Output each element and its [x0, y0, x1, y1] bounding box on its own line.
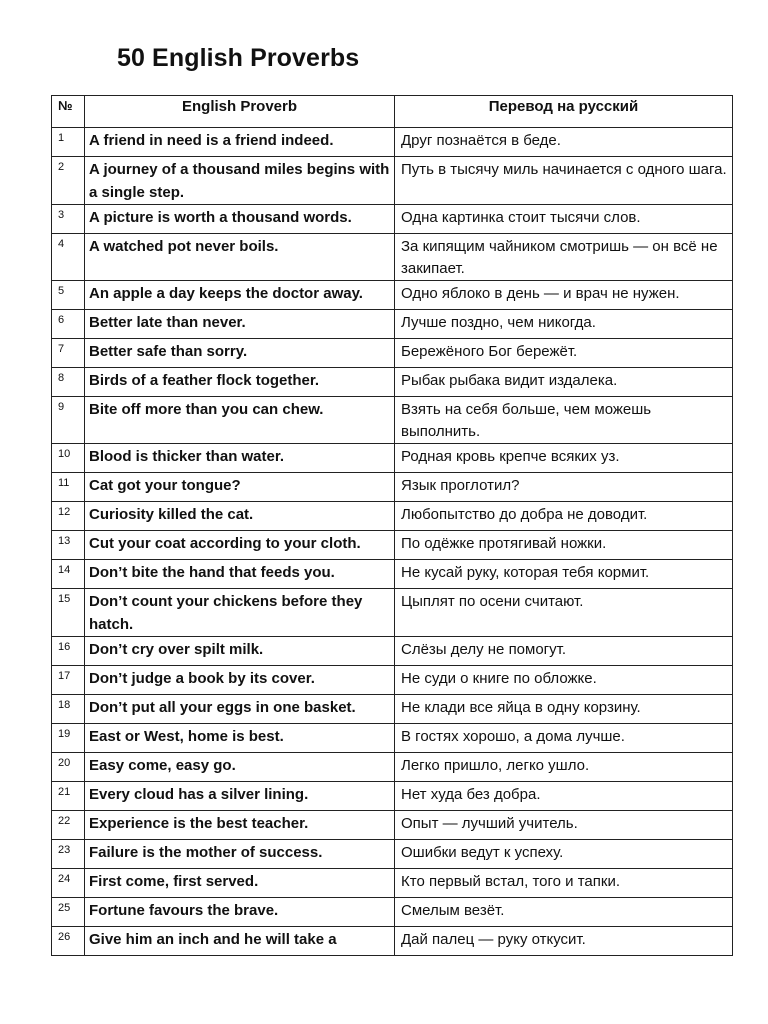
english-proverb: [85, 281, 395, 310]
english-proverb: [85, 339, 395, 368]
english-proverb-text: Every cloud has a silver lining.: [89, 786, 309, 803]
table-row: [52, 444, 733, 473]
english-proverb: [85, 205, 395, 234]
russian-translation: [395, 281, 733, 310]
russian-translation: [395, 840, 733, 869]
english-proverb-text: Don’t bite the hand that feeds you.: [89, 564, 335, 581]
russian-translation-text: Лучше поздно, чем никогда.: [401, 314, 596, 331]
row-number-text: 8: [58, 372, 65, 384]
row-number: [52, 637, 85, 666]
english-proverb: [85, 811, 395, 840]
table-row: [52, 782, 733, 811]
table-row: [52, 281, 733, 310]
table-row: [52, 473, 733, 502]
russian-translation-text: Слёзы делу не помогут.: [401, 641, 567, 658]
header-number: №: [52, 96, 85, 128]
english-proverb-text: Don’t put all your eggs in one basket.: [89, 699, 356, 716]
table-row: [52, 753, 733, 782]
row-number-text: 22: [58, 815, 71, 827]
english-proverb-text: Better late than never.: [89, 314, 246, 331]
english-proverb-text: Failure is the mother of success.: [89, 844, 323, 861]
russian-translation: [395, 473, 733, 502]
header-russian: Перевод на русский: [395, 96, 733, 128]
row-number-text: 24: [58, 873, 71, 885]
english-proverb-text: Blood is thicker than water.: [89, 448, 285, 465]
row-number-text: 15: [58, 593, 71, 605]
russian-translation-text: Цыплят по осени считают.: [401, 593, 584, 610]
proverbs-table: [51, 95, 733, 956]
russian-translation: [395, 397, 733, 444]
table-row: [52, 927, 733, 956]
english-proverb: [85, 666, 395, 695]
russian-translation-text: Не кусай руку, которая тебя кормит.: [401, 564, 650, 581]
russian-translation-text: За кипящим чайником смотришь — он всё не закипает.: [401, 238, 718, 277]
russian-translation-text: Дай палец — руку откусит.: [401, 931, 586, 947]
table-row: [52, 502, 733, 531]
russian-translation-text: Путь в тысячу миль начинается с одного шага.: [401, 161, 727, 178]
russian-translation-text: В гостях хорошо, а дома лучше.: [401, 728, 625, 745]
english-proverb: [85, 397, 395, 444]
english-proverb: [85, 473, 395, 502]
english-proverb-text: Don’t judge a book by its cover.: [89, 670, 315, 687]
row-number-text: 1: [58, 132, 65, 144]
row-number: [52, 397, 85, 444]
english-proverb: [85, 695, 395, 724]
english-proverb: [85, 782, 395, 811]
table-row: [52, 339, 733, 368]
row-number: [52, 157, 85, 205]
table-row: [52, 128, 733, 157]
table-row: [52, 637, 733, 666]
row-number-text: 6: [58, 314, 65, 326]
english-proverb-text: Experience is the best teacher.: [89, 815, 309, 832]
russian-translation-text: Одна картинка стоит тысячи слов.: [401, 209, 641, 226]
row-number: [52, 339, 85, 368]
english-proverb: [85, 234, 395, 281]
row-number: [52, 753, 85, 782]
english-proverb-text: A picture is worth a thousand words.: [89, 209, 352, 226]
english-proverb-text: Better safe than sorry.: [89, 343, 248, 360]
english-proverb-text: Give him an inch and he will take a: [89, 931, 337, 946]
english-proverb: [85, 157, 395, 205]
row-number: [52, 310, 85, 339]
english-proverb: [85, 310, 395, 339]
english-proverb-text: An apple a day keeps the doctor away.: [89, 285, 363, 302]
russian-translation-text: Не клади все яйца в одну корзину.: [401, 699, 641, 716]
row-number-text: 17: [58, 670, 71, 682]
english-proverb-text: A watched pot never boils.: [89, 238, 279, 255]
row-number-text: 13: [58, 535, 71, 547]
english-proverb-text: Cut your coat according to your cloth.: [89, 535, 361, 552]
row-number: [52, 205, 85, 234]
english-proverb-text: Fortune favours the brave.: [89, 902, 279, 919]
row-number-text: 21: [58, 786, 71, 798]
english-proverb: [85, 869, 395, 898]
english-proverb: [85, 927, 395, 956]
russian-translation: [395, 898, 733, 927]
row-number: [52, 473, 85, 502]
row-number: [52, 724, 85, 753]
table-row: [52, 589, 733, 637]
russian-translation: [395, 811, 733, 840]
russian-translation: [395, 560, 733, 589]
row-number: [52, 666, 85, 695]
english-proverb: [85, 898, 395, 927]
english-proverb: [85, 128, 395, 157]
english-proverb: [85, 589, 395, 637]
english-proverb-text: Birds of a feather flock together.: [89, 372, 320, 389]
table-row: [52, 724, 733, 753]
english-proverb: [85, 840, 395, 869]
table-row: [52, 397, 733, 444]
table-row: [52, 869, 733, 898]
table-row: [52, 310, 733, 339]
row-number-text: 10: [58, 448, 71, 460]
row-number: [52, 927, 85, 956]
table-row: [52, 840, 733, 869]
table-row: [52, 234, 733, 281]
row-number-text: 12: [58, 506, 71, 518]
russian-translation: [395, 927, 733, 956]
row-number-text: 2: [58, 161, 65, 173]
russian-translation-text: По одёжке протягивай ножки.: [401, 535, 607, 552]
row-number: [52, 281, 85, 310]
russian-translation: [395, 310, 733, 339]
russian-translation: [395, 157, 733, 205]
russian-translation-text: Легко пришло, легко ушло.: [401, 757, 590, 774]
row-number-text: 16: [58, 641, 71, 653]
russian-translation-text: Любопытство до добра не доводит.: [401, 506, 648, 523]
row-number-text: 5: [58, 285, 65, 297]
row-number: [52, 368, 85, 397]
table-row: [52, 695, 733, 724]
table-row: [52, 368, 733, 397]
table-body: [52, 128, 733, 956]
english-proverb: [85, 560, 395, 589]
russian-translation-text: Друг познаётся в беде.: [401, 132, 561, 149]
row-number: [52, 695, 85, 724]
russian-translation: [395, 205, 733, 234]
russian-translation-text: Родная кровь крепче всяких уз.: [401, 448, 620, 465]
table-row: [52, 205, 733, 234]
english-proverb-text: First come, first served.: [89, 873, 259, 890]
row-number-text: 9: [58, 401, 65, 413]
russian-translation: [395, 128, 733, 157]
russian-translation-text: Нет худа без добра.: [401, 786, 541, 803]
english-proverb-text: Bite off more than you can chew.: [89, 401, 324, 418]
table-row: [52, 898, 733, 927]
row-number-text: 14: [58, 564, 71, 576]
russian-translation-text: Язык проглотил?: [401, 477, 520, 494]
russian-translation: [395, 753, 733, 782]
russian-translation-text: Ошибки ведут к успеху.: [401, 844, 564, 861]
english-proverb-text: Don’t cry over spilt milk.: [89, 641, 264, 658]
row-number: [52, 531, 85, 560]
row-number: [52, 502, 85, 531]
russian-translation-text: Бережёного Бог бережёт.: [401, 343, 578, 360]
russian-translation: [395, 339, 733, 368]
table-row: [52, 531, 733, 560]
russian-translation: [395, 666, 733, 695]
english-proverb-text: East or West, home is best.: [89, 728, 284, 745]
row-number-text: 23: [58, 844, 71, 856]
header-english: English Proverb: [85, 96, 395, 128]
english-proverb: [85, 502, 395, 531]
table-row: [52, 560, 733, 589]
russian-translation-text: Кто первый встал, того и тапки.: [401, 873, 621, 890]
english-proverb: [85, 531, 395, 560]
row-number: [52, 898, 85, 927]
russian-translation-text: Смелым везёт.: [401, 902, 505, 919]
english-proverb-text: Don’t count your chickens before they hatch.: [89, 593, 363, 633]
russian-translation: [395, 724, 733, 753]
english-proverb-text: Curiosity killed the cat.: [89, 506, 254, 523]
row-number: [52, 234, 85, 281]
row-number-text: 4: [58, 238, 65, 250]
row-number: [52, 840, 85, 869]
row-number: [52, 560, 85, 589]
russian-translation: [395, 444, 733, 473]
russian-translation-text: Рыбак рыбака видит издалека.: [401, 372, 618, 389]
russian-translation: [395, 531, 733, 560]
russian-translation: [395, 782, 733, 811]
row-number-text: 26: [58, 931, 71, 943]
russian-translation-text: Одно яблоко в день — и врач не нужен.: [401, 285, 680, 302]
english-proverb: [85, 637, 395, 666]
table-row: [52, 666, 733, 695]
row-number-text: 3: [58, 209, 65, 221]
english-proverb-text: Cat got your tongue?: [89, 477, 241, 494]
row-number: [52, 811, 85, 840]
row-number-text: 18: [58, 699, 71, 711]
row-number: [52, 128, 85, 157]
page-title: 50 English Proverbs: [117, 44, 360, 72]
russian-translation: [395, 502, 733, 531]
russian-translation-text: Взять на себя больше, чем можешь выполнить.: [401, 401, 652, 440]
russian-translation-text: Не суди о книге по обложке.: [401, 670, 597, 687]
russian-translation: [395, 589, 733, 637]
row-number: [52, 589, 85, 637]
english-proverb: [85, 444, 395, 473]
english-proverb-text: A journey of a thousand miles begins with a single step.: [89, 161, 390, 201]
russian-translation-text: Опыт — лучший учитель.: [401, 815, 578, 832]
table-header-row: [52, 96, 733, 128]
english-proverb: [85, 368, 395, 397]
english-proverb: [85, 724, 395, 753]
russian-translation: [395, 368, 733, 397]
row-number: [52, 444, 85, 473]
russian-translation: [395, 637, 733, 666]
russian-translation: [395, 869, 733, 898]
russian-translation: [395, 234, 733, 281]
english-proverb: [85, 753, 395, 782]
row-number: [52, 869, 85, 898]
russian-translation: [395, 695, 733, 724]
row-number-text: 7: [58, 343, 65, 355]
english-proverb-text: Easy come, easy go.: [89, 757, 236, 774]
table-row: [52, 811, 733, 840]
row-number: [52, 782, 85, 811]
table-row: [52, 157, 733, 205]
row-number-text: 20: [58, 757, 71, 769]
english-proverb-text: A friend in need is a friend indeed.: [89, 132, 334, 149]
row-number-text: 19: [58, 728, 71, 740]
row-number-text: 11: [58, 477, 70, 489]
row-number-text: 25: [58, 902, 71, 914]
